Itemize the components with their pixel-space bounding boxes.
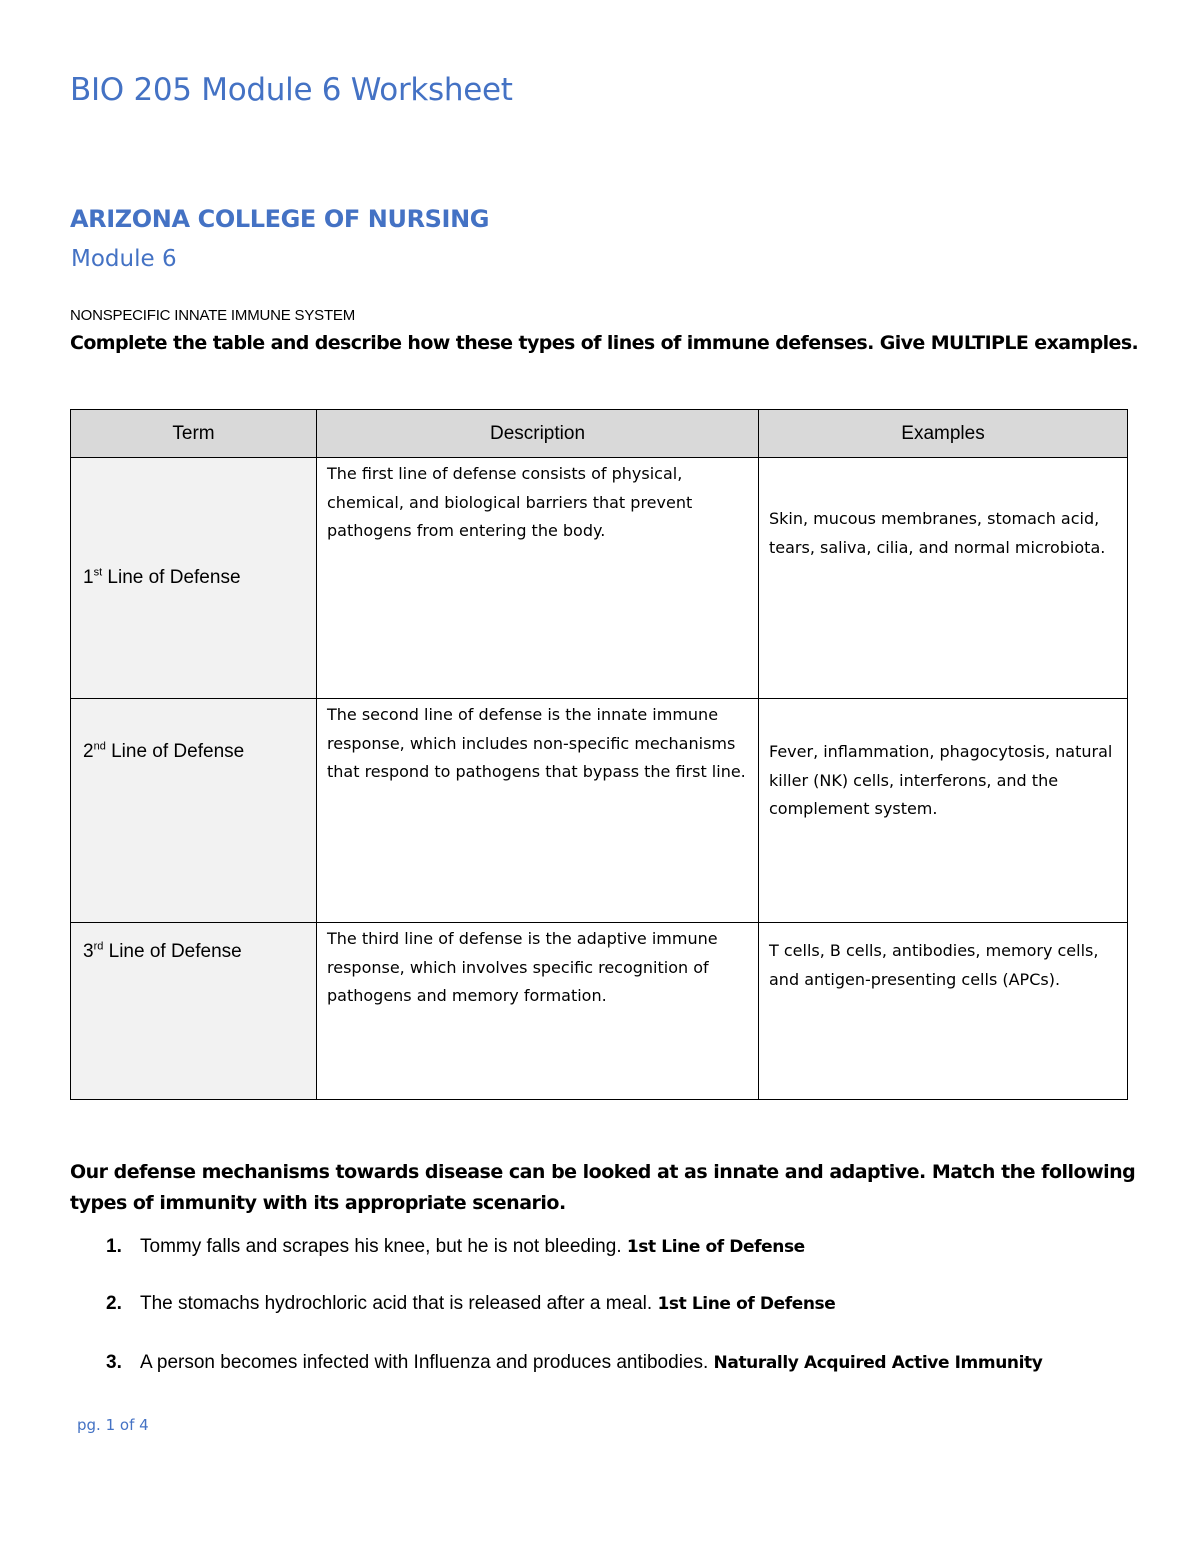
scenario-item <box>106 1352 1042 1374</box>
term-ordinal-suffix: nd <box>93 740 106 753</box>
matching-instructions: Our defense mechanisms towards disease can be looked at as innate and adaptive. Match the following types of immunity with its appropriate scenario. <box>70 1161 1136 1214</box>
term-cell <box>71 458 317 699</box>
scenario-answer: 1st Line of Defense <box>626 1237 805 1257</box>
examples-cell <box>759 699 1128 923</box>
scenario-item <box>106 1236 805 1258</box>
examples-text: T cells, B cells, antibodies, memory cells, and antigen-presenting cells (APCs). <box>769 941 1099 989</box>
document-title: BIO 205 Module 6 Worksheet <box>70 72 513 108</box>
term-number: 3 <box>83 941 94 962</box>
module-label: Module 6 <box>71 246 177 272</box>
header-description: Description <box>317 410 759 458</box>
description-cell: The second line of defense is the innate immune response, which includes non-specific mechanisms that respond to pathogens that bypass the first line. <box>317 699 759 923</box>
examples-cell <box>759 458 1128 699</box>
table-row <box>71 923 1128 1100</box>
page-number: pg. 1 of 4 <box>77 1416 149 1434</box>
description-cell: The first line of defense consists of physical, chemical, and biological barriers that prevent pathogens from entering the body. <box>317 458 759 699</box>
table-row <box>71 699 1128 923</box>
examples-text: Skin, mucous membranes, stomach acid, tears, saliva, cilia, and normal microbiota. <box>769 509 1106 557</box>
term-cell <box>71 699 317 923</box>
term-label: Line of Defense <box>102 567 241 588</box>
term-ordinal-suffix: rd <box>93 940 104 953</box>
organization-name: ARIZONA COLLEGE OF NURSING <box>70 205 490 233</box>
examples-cell <box>759 923 1128 1100</box>
examples-text: Fever, inflammation, phagocytosis, natural killer (NK) cells, interferons, and the complement system. <box>769 742 1113 818</box>
term-number: 2 <box>83 741 94 762</box>
term-cell <box>71 923 317 1100</box>
section-label: NONSPECIFIC INNATE IMMUNE SYSTEM <box>70 307 356 324</box>
term-number: 1 <box>83 567 94 588</box>
scenario-answer: 1st Line of Defense <box>657 1294 836 1314</box>
header-term: Term <box>71 410 317 458</box>
scenario-text: Tommy falls and scrapes his knee, but he is not bleeding. <box>140 1236 627 1257</box>
table-instructions: Complete the table and describe how these types of lines of immune defenses. Give MULTIPLE examples. <box>70 332 1139 354</box>
scenario-number: 3. <box>106 1352 122 1373</box>
scenario-answer: Naturally Acquired Active Immunity <box>713 1353 1043 1373</box>
table-row <box>71 458 1128 699</box>
immune-defense-table <box>70 409 1128 1100</box>
table-header-row <box>71 410 1128 458</box>
scenario-text: A person becomes infected with Influenza and produces antibodies. <box>140 1352 714 1373</box>
scenario-text: The stomachs hydrochloric acid that is released after a meal. <box>140 1293 658 1314</box>
scenario-item <box>106 1293 835 1315</box>
description-cell: The third line of defense is the adaptive immune response, which involves specific recognition of pathogens and memory formation. <box>317 923 759 1100</box>
scenario-number: 1. <box>106 1236 122 1257</box>
term-label: Line of Defense <box>103 941 242 962</box>
term-ordinal-suffix: st <box>93 566 103 579</box>
term-label: Line of Defense <box>105 741 245 762</box>
header-examples: Examples <box>759 410 1128 458</box>
scenario-number: 2. <box>106 1293 122 1314</box>
